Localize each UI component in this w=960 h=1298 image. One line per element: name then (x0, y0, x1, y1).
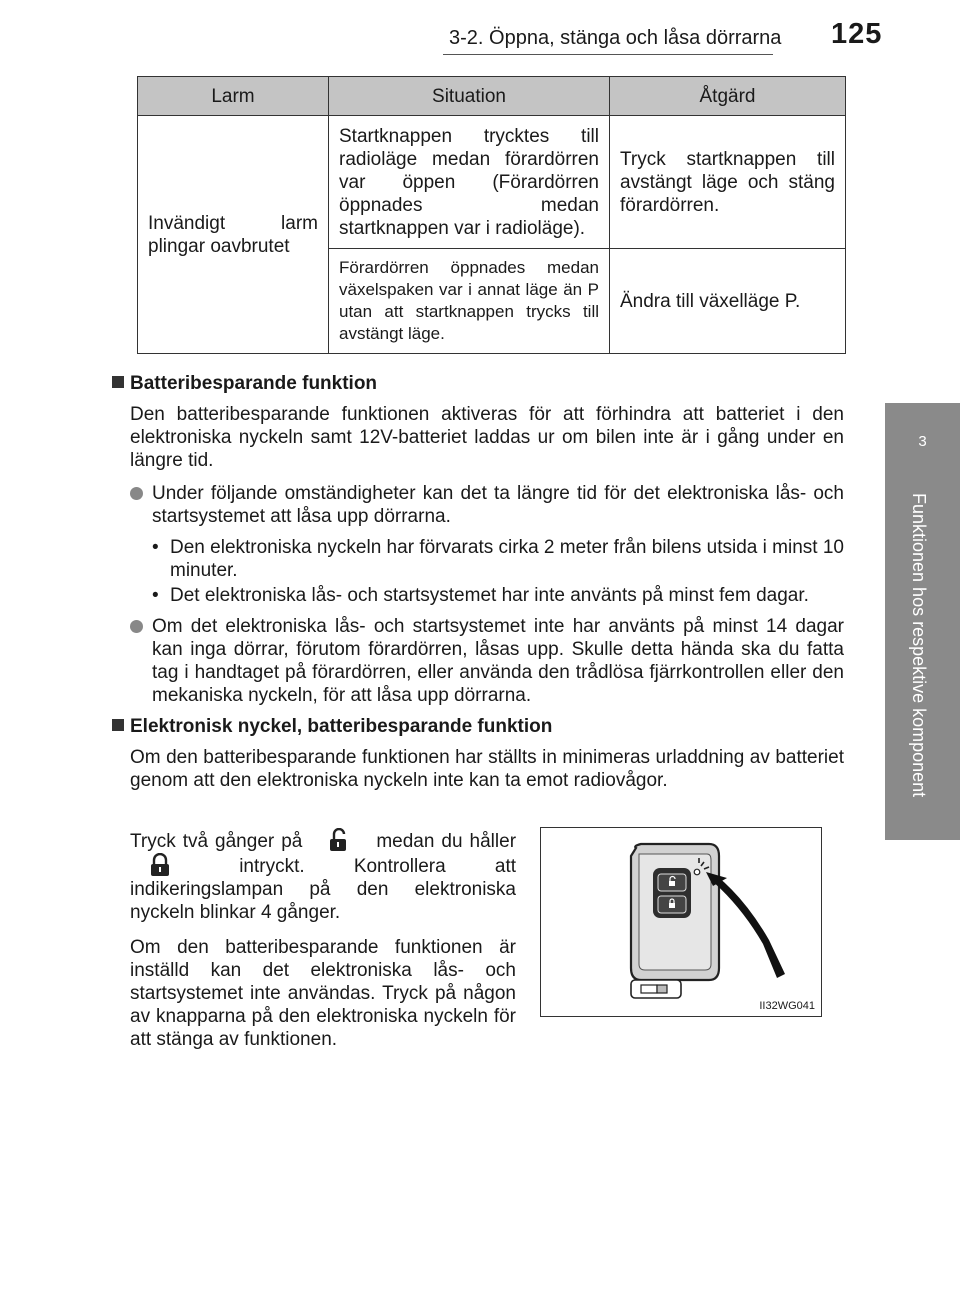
action-cell: Tryck startknappen till avstängt läge och stäng förardörren. (610, 116, 846, 249)
dash-marker: • (152, 537, 159, 558)
dash-text: Den elektroniska nyckeln har förvarats cirka 2 meter från bilens utsida i minst 10 minuter. (170, 537, 844, 581)
main-content (112, 372, 844, 802)
dash-item (152, 584, 844, 607)
dash-item (152, 536, 844, 582)
section-heading (112, 715, 844, 738)
heading-text: Elektronisk nyckel, batteribesparande funktion (130, 716, 553, 737)
smart-key-icon (541, 828, 821, 1016)
dash-text: Det elektroniska lås- och startsystemet har inte använts på minst fem dagar. (170, 585, 809, 606)
alarm-cell: Invändigt larm plingar oavbrutet (138, 116, 329, 354)
lock-icon (146, 853, 174, 877)
bullet-item (130, 482, 844, 528)
table-row (138, 116, 846, 249)
header-rule (443, 54, 773, 55)
table-header-action: Åtgärd (610, 77, 846, 116)
section-intro: Den batteribesparande funktionen aktiveras för att förhindra att batteriet i den elektroniska nyckeln samt 12V-batteriet laddas ur om bilen inte är i gång under en längre tid. (130, 404, 844, 471)
bullet-text: Om det elektroniska lås- och startsystemet inte har använts på minst 14 dagar kan inga dörrar, förutom förardörren, låsas upp. Skulle detta hända ska du fatta tag i handtaget på förardörren, eller använda den trådlösa fjärrkontrollen eller den mekaniska nyckeln, för att låsa upp dörrarna. (152, 616, 844, 706)
heading-marker-icon (112, 719, 124, 731)
side-tab-number: 3 (918, 433, 927, 450)
unlock-icon (325, 828, 353, 852)
bullet-dot-icon (130, 487, 143, 500)
table-header-alarm: Larm (138, 77, 329, 116)
figure-code: II32WG041 (759, 1000, 815, 1012)
situation-cell: Förardörren öppnades medan växelspaken var i annat läge än P utan att startknappen trycks till avstängt läge. (329, 249, 610, 354)
section-heading (112, 372, 844, 395)
alarm-table (137, 76, 846, 354)
action-cell: Ändra till växelläge P. (610, 249, 846, 354)
dash-list (152, 536, 844, 607)
side-tab-title: Funktionen hos respektive komponent (909, 493, 929, 798)
bullet-dot-icon (130, 620, 143, 633)
dash-marker: • (152, 585, 159, 606)
heading-marker-icon (112, 376, 124, 388)
heading-text: Batteribesparande funktion (130, 373, 378, 394)
bullet-item (130, 615, 844, 707)
page-number: 125 (831, 18, 883, 50)
section-intro: Om den batteribesparande funktionen har ställts in minimeras urladdning av batteriet genom att den elektroniska nyckeln inte kan ta emot radiovågor. (130, 747, 844, 791)
header-chapter: 3-2. Öppna, stänga och låsa dörrarna (449, 27, 782, 49)
side-tab (885, 403, 960, 840)
instruction-text (130, 828, 516, 1063)
bullet-text: Under följande omständigheter kan det ta längre tid för det elektroniska lås- och startsystemet att låsa upp dörrarna. (152, 483, 844, 527)
key-figure (540, 827, 822, 1017)
press-instruction: Tryck två gånger på medan du håller intryckt. Kontrollera att indikeringslampan på den elektroniska nyckeln blinkar 4 gånger. (130, 828, 516, 924)
cancel-instruction: Om den batteribesparande funktionen är inställd kan det elektroniska lås- och startsystemet inte användas. Tryck på någon av knapparna på den elektroniska nyckeln för att stänga av funktionen. (130, 937, 516, 1050)
situation-cell: Startknappen trycktes till radioläge medan förardörren var öppen (Förardörren öppnades medan startknappen var i radioläge). (329, 116, 610, 249)
table-header-situation: Situation (329, 77, 610, 116)
